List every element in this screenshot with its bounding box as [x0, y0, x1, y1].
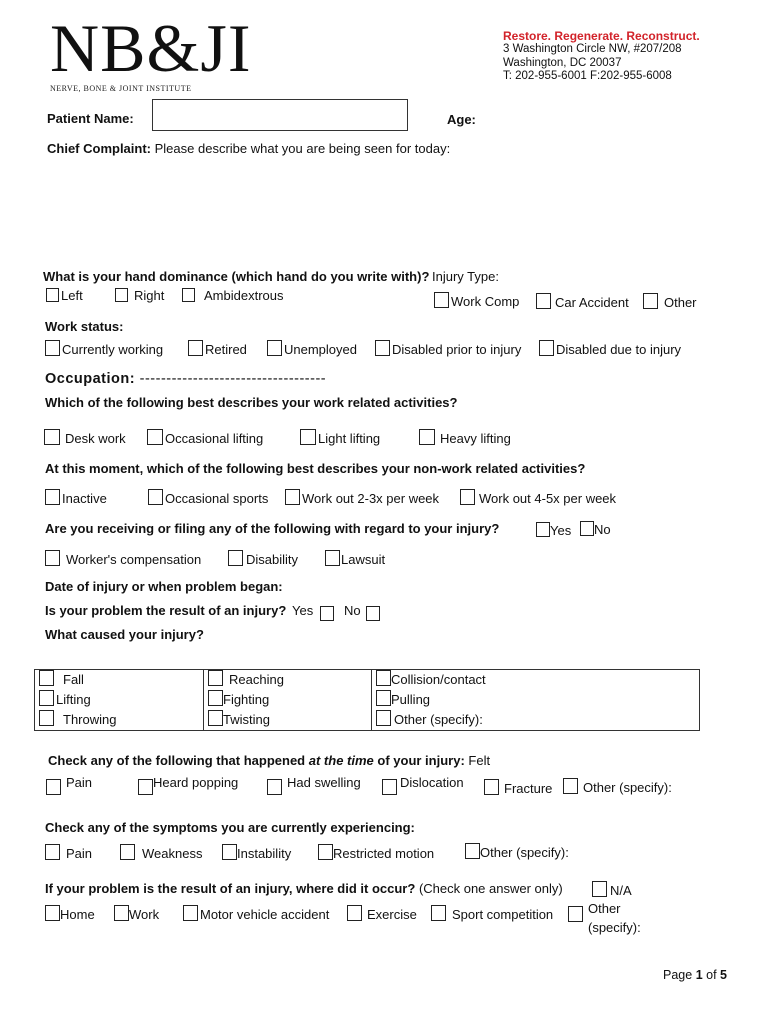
where-motor-vehicle[interactable]: Motor vehicle accident	[183, 905, 329, 922]
option-unemployed[interactable]: Unemployed	[267, 340, 357, 357]
where-home[interactable]: Home	[45, 905, 95, 922]
option-ambidextrous[interactable]: Ambidextrous	[182, 288, 283, 303]
causes-column-1	[35, 670, 204, 731]
checkbox[interactable]	[460, 489, 475, 505]
option-workers-comp[interactable]: Worker's compensation	[45, 550, 201, 567]
checkbox[interactable]	[114, 905, 129, 921]
time-fracture[interactable]: Fracture	[484, 779, 552, 796]
checkbox[interactable]	[376, 690, 391, 706]
symptom-weakness[interactable]: Weakness	[120, 844, 202, 861]
checkbox[interactable]	[465, 843, 480, 859]
checkbox[interactable]	[267, 779, 282, 795]
result-yes[interactable]: Yes	[292, 603, 336, 621]
tagline: Restore. Regenerate. Reconstruct.	[503, 29, 700, 43]
page-number: Page 1 of 5	[663, 968, 727, 982]
work-status-label: Work status:	[45, 319, 124, 334]
time-other[interactable]: Other (specify):	[563, 778, 672, 795]
checkbox[interactable]	[376, 670, 391, 686]
checkbox[interactable]	[382, 779, 397, 795]
symptom-other[interactable]: Other (specify):	[465, 843, 569, 860]
caused-question: What caused your injury?	[45, 627, 204, 642]
option-work-comp[interactable]: Work Comp	[434, 292, 519, 309]
where-other[interactable]: Other (specify):	[568, 901, 658, 935]
checkbox[interactable]	[539, 340, 554, 356]
logo-letters: NB&JI	[50, 10, 252, 86]
patient-name-label: Patient Name:	[47, 111, 134, 126]
checkbox[interactable]	[366, 606, 380, 621]
checkbox[interactable]	[347, 905, 362, 921]
option-workout-2-3x[interactable]: Work out 2-3x per week	[285, 489, 439, 506]
chief-complaint-text: Please describe what you are being seen for today:	[154, 141, 451, 156]
cause-other[interactable]: Other (specify):	[372, 710, 699, 730]
phone-fax: T: 202-955-6001 F:202-955-6008	[503, 70, 672, 82]
checkbox[interactable]	[45, 340, 60, 356]
checkbox[interactable]	[434, 292, 449, 308]
option-inactive[interactable]: Inactive	[45, 489, 107, 506]
checkbox[interactable]	[208, 690, 223, 706]
occupation-line: -----------------------------------	[139, 371, 327, 387]
filing-yes[interactable]: Yes	[536, 522, 571, 538]
nonwork-question: At this moment, which of the following best describes your non-work related activities?	[45, 461, 586, 476]
time-heard-popping[interactable]: Heard popping	[138, 775, 238, 795]
checkbox[interactable]	[267, 340, 282, 356]
checkbox[interactable]	[183, 905, 198, 921]
causes-column-2	[204, 670, 372, 731]
time-pain[interactable]: Pain	[46, 775, 92, 795]
checkbox[interactable]	[138, 779, 153, 795]
option-disabled-due[interactable]: Disabled due to injury	[539, 340, 681, 357]
checkbox[interactable]	[39, 690, 54, 706]
checkbox[interactable]	[643, 293, 658, 309]
checkbox[interactable]	[46, 288, 59, 302]
work-activities-question: Which of the following best describes your work related activities?	[45, 395, 458, 410]
checkbox[interactable]	[208, 710, 223, 726]
clinic-header	[503, 29, 700, 84]
checkbox[interactable]	[568, 906, 583, 922]
age-label: Age:	[447, 112, 476, 127]
where-work[interactable]: Work	[114, 905, 159, 922]
checkbox[interactable]	[188, 340, 203, 356]
option-currently-working[interactable]: Currently working	[45, 340, 163, 357]
checkbox[interactable]	[300, 429, 316, 445]
where-sport-competition[interactable]: Sport competition	[431, 905, 553, 922]
checkbox[interactable]	[592, 881, 607, 897]
option-injury-other[interactable]: Other	[643, 293, 697, 310]
where-question: If your problem is the result of an injury, where did it occur? (Check one answer only)	[45, 881, 563, 896]
checkbox[interactable]	[318, 844, 333, 860]
checkbox[interactable]	[45, 550, 60, 566]
checkbox[interactable]	[208, 670, 223, 686]
option-car-accident[interactable]: Car Accident	[536, 293, 629, 310]
checkbox[interactable]	[39, 670, 54, 686]
checkbox[interactable]	[536, 522, 550, 537]
time-dislocation[interactable]: Dislocation	[382, 775, 464, 795]
symptom-restricted-motion[interactable]: Restricted motion	[318, 844, 434, 861]
option-left[interactable]: Left	[46, 288, 83, 303]
checkbox[interactable]	[431, 905, 446, 921]
cause-twisting[interactable]: Twisting	[204, 710, 371, 730]
checkbox[interactable]	[320, 606, 334, 621]
cause-reaching[interactable]: Reaching	[204, 670, 371, 690]
logo	[50, 10, 252, 93]
result-no[interactable]: No	[344, 603, 382, 621]
checkbox[interactable]	[536, 293, 551, 309]
checkbox[interactable]	[115, 288, 128, 302]
option-retired[interactable]: Retired	[188, 340, 247, 357]
patient-name-field[interactable]	[152, 99, 408, 131]
where-exercise[interactable]: Exercise	[347, 905, 417, 922]
checkbox[interactable]	[484, 779, 499, 795]
checkbox[interactable]	[285, 489, 300, 505]
option-occasional-sports[interactable]: Occasional sports	[148, 489, 268, 506]
option-disability[interactable]: Disability	[228, 550, 298, 567]
checkbox[interactable]	[44, 429, 60, 445]
cause-lifting[interactable]: Lifting	[35, 690, 203, 710]
checkbox[interactable]	[580, 521, 594, 536]
checkbox[interactable]	[45, 844, 60, 860]
option-lawsuit[interactable]: Lawsuit	[325, 550, 385, 567]
cause-collision[interactable]: Collision/contact	[372, 670, 699, 690]
option-heavy-lifting[interactable]: Heavy lifting	[419, 429, 511, 446]
cause-fall[interactable]: Fall	[35, 670, 203, 690]
causes-column-3	[372, 670, 700, 731]
option-occasional-lifting[interactable]: Occasional lifting	[147, 429, 263, 446]
checkbox[interactable]	[325, 550, 340, 566]
checkbox[interactable]	[46, 779, 61, 795]
date-of-injury-label: Date of injury or when problem began:	[45, 579, 283, 594]
checkbox[interactable]	[148, 489, 163, 505]
checkbox[interactable]	[39, 710, 54, 726]
option-workout-4-5x[interactable]: Work out 4-5x per week	[460, 489, 616, 506]
cause-fighting[interactable]: Fighting	[204, 690, 371, 710]
checkbox[interactable]	[228, 550, 243, 566]
hand-dominance-question: What is your hand dominance (which hand do you write with)?	[43, 269, 430, 284]
symptoms-question: Check any of the symptoms you are currently experiencing:	[45, 820, 415, 835]
occupation-label: Occupation:	[45, 371, 136, 387]
checkbox[interactable]	[120, 844, 135, 860]
cause-pulling[interactable]: Pulling	[372, 690, 699, 710]
chief-complaint	[47, 141, 450, 156]
logo-subtitle: NERVE, BONE & JOINT INSTITUTE	[50, 84, 192, 93]
injury-type-label: Injury Type:	[432, 269, 499, 284]
result-injury-question: Is your problem the result of an injury?	[45, 603, 287, 618]
chief-complaint-label: Chief Complaint:	[47, 141, 151, 156]
checkbox[interactable]	[222, 844, 237, 860]
at-time-question: Check any of the following that happened at the time of your injury: Felt	[48, 753, 491, 768]
symptom-instability[interactable]: Instability	[222, 844, 291, 861]
filing-no[interactable]: No	[580, 521, 611, 537]
option-disabled-prior[interactable]: Disabled prior to injury	[375, 340, 521, 357]
checkbox[interactable]	[147, 429, 163, 445]
option-right[interactable]: Right	[115, 288, 164, 303]
address-line-2: Washington, DC 20037	[503, 56, 622, 69]
causes-table	[34, 669, 700, 731]
checkbox[interactable]	[563, 778, 578, 794]
checkbox[interactable]	[45, 905, 60, 921]
checkbox[interactable]	[182, 288, 195, 302]
symptom-pain[interactable]: Pain	[45, 844, 92, 861]
occupation-row	[45, 371, 326, 387]
checkbox[interactable]	[376, 710, 391, 726]
filing-question: Are you receiving or filing any of the following with regard to your injury?	[45, 521, 500, 536]
cause-throwing[interactable]: Throwing	[35, 710, 203, 730]
checkbox[interactable]	[419, 429, 435, 445]
option-desk-work[interactable]: Desk work	[44, 429, 126, 446]
time-had-swelling[interactable]: Had swelling	[267, 775, 361, 795]
checkbox[interactable]	[45, 489, 60, 505]
option-light-lifting[interactable]: Light lifting	[300, 429, 380, 446]
where-na[interactable]: N/A	[592, 881, 632, 898]
checkbox[interactable]	[375, 340, 390, 356]
address-line-1: 3 Washington Circle NW, #207/208	[503, 43, 682, 55]
